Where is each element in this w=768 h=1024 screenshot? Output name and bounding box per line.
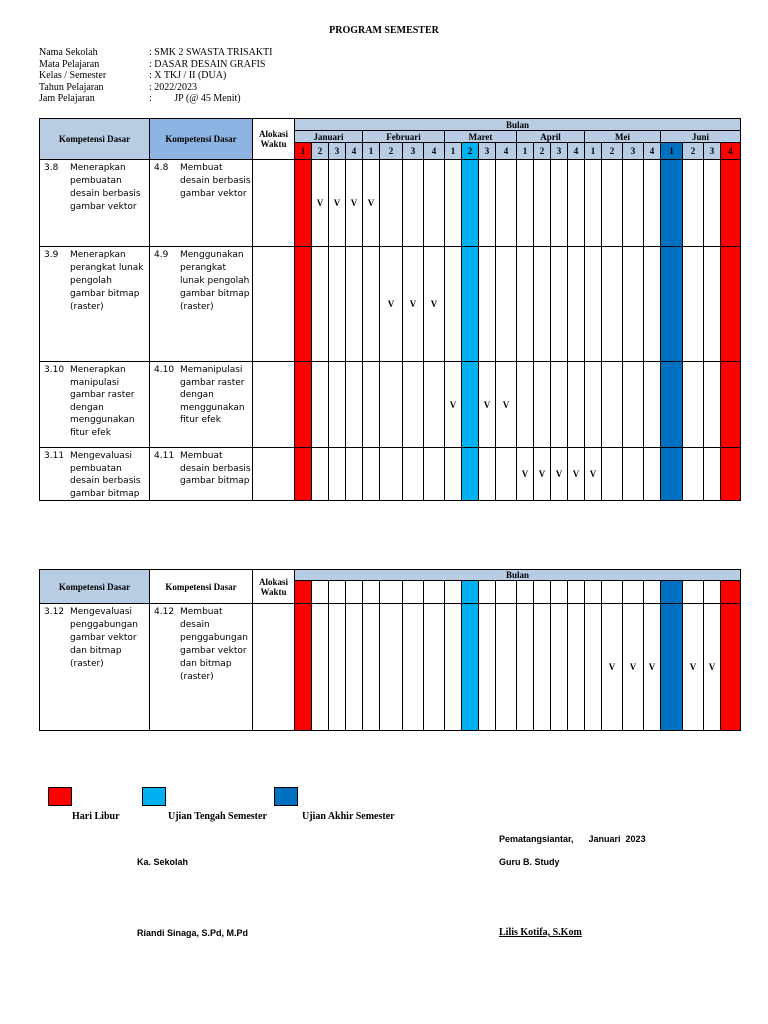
place-date: Pematangsiantar, Januari 2023 bbox=[499, 834, 646, 844]
week-header: 2 bbox=[683, 143, 704, 160]
header-bulan: Bulan bbox=[295, 119, 741, 131]
week-cell bbox=[346, 604, 363, 731]
week-cell bbox=[295, 362, 312, 448]
week-cell bbox=[346, 247, 363, 362]
week-header: 2 bbox=[312, 143, 329, 160]
legend-midterm-swatch bbox=[142, 787, 166, 806]
week-cell: V bbox=[683, 604, 704, 731]
week-cell bbox=[445, 160, 462, 247]
week-header-blank bbox=[363, 581, 380, 604]
week-cell bbox=[380, 448, 403, 501]
week-cell: V bbox=[704, 604, 721, 731]
week-cell bbox=[683, 448, 704, 501]
week-cell bbox=[721, 160, 741, 247]
week-cell: V bbox=[312, 160, 329, 247]
kd3-cell bbox=[40, 160, 150, 247]
kd3-cell-number: 3.11 bbox=[44, 451, 65, 461]
kd3-cell-number: 3.10 bbox=[44, 365, 65, 375]
kd4-cell-number: 4.12 bbox=[154, 607, 175, 617]
info-key: Kelas / Semester bbox=[39, 70, 107, 81]
week-cell bbox=[568, 247, 585, 362]
week-cell bbox=[329, 448, 346, 501]
week-cell bbox=[661, 247, 683, 362]
week-cell bbox=[551, 160, 568, 247]
info-row bbox=[39, 70, 272, 82]
week-header-blank bbox=[585, 581, 602, 604]
week-cell bbox=[517, 604, 534, 731]
week-header: 4 bbox=[346, 143, 363, 160]
week-cell bbox=[534, 362, 551, 448]
teacher-name: Lilis Kotifa, S.Kom bbox=[499, 927, 582, 938]
week-cell bbox=[496, 448, 517, 501]
week-cell bbox=[585, 362, 602, 448]
week-header: 1 bbox=[445, 143, 462, 160]
week-cell bbox=[568, 604, 585, 731]
week-header: 2 bbox=[380, 143, 403, 160]
month-header: Januari bbox=[295, 131, 363, 143]
week-cell bbox=[534, 247, 551, 362]
week-cell bbox=[295, 247, 312, 362]
week-header-blank bbox=[403, 581, 424, 604]
week-cell bbox=[312, 448, 329, 501]
week-cell bbox=[424, 448, 445, 501]
week-header: 1 bbox=[661, 143, 683, 160]
header-kd3: Kompetensi Dasar bbox=[40, 119, 150, 160]
week-cell bbox=[424, 604, 445, 731]
week-header-blank bbox=[424, 581, 445, 604]
month-header: April bbox=[517, 131, 585, 143]
week-header-blank bbox=[346, 581, 363, 604]
info-value: : JP (@ 45 Menit) bbox=[149, 93, 241, 104]
week-header-blank bbox=[380, 581, 403, 604]
header-kd4: Kompetensi Dasar bbox=[150, 570, 253, 604]
week-header: 1 bbox=[363, 143, 380, 160]
kd4-cell bbox=[150, 604, 253, 731]
week-header-blank bbox=[551, 581, 568, 604]
week-header: 3 bbox=[551, 143, 568, 160]
header-alokasi: Alokasi Waktu bbox=[253, 119, 295, 160]
week-cell bbox=[721, 362, 741, 448]
week-header: 2 bbox=[534, 143, 551, 160]
week-header-blank bbox=[496, 581, 517, 604]
week-cell bbox=[551, 362, 568, 448]
month-header: Juni bbox=[661, 131, 741, 143]
week-cell bbox=[551, 247, 568, 362]
legend-final-swatch bbox=[274, 787, 298, 806]
week-cell bbox=[479, 448, 496, 501]
week-cell bbox=[704, 247, 721, 362]
week-cell: V bbox=[496, 362, 517, 448]
alokasi-cell bbox=[253, 448, 295, 501]
week-cell bbox=[661, 604, 683, 731]
week-cell bbox=[462, 604, 479, 731]
week-cell: V bbox=[479, 362, 496, 448]
info-key: Tahun Pelajaran bbox=[39, 81, 104, 93]
week-cell: V bbox=[623, 604, 644, 731]
week-header: 2 bbox=[462, 143, 479, 160]
kd4-cell-text: Memanipulasi gambar raster dengan menggunakan fitur efek bbox=[180, 365, 245, 425]
week-header: 3 bbox=[403, 143, 424, 160]
info-value: : 2022/2023 bbox=[149, 81, 198, 93]
week-cell bbox=[585, 160, 602, 247]
month-header: Februari bbox=[363, 131, 445, 143]
week-cell bbox=[295, 448, 312, 501]
week-cell bbox=[329, 362, 346, 448]
week-header-blank bbox=[312, 581, 329, 604]
kd3-cell-number: 3.9 bbox=[44, 250, 59, 260]
week-cell bbox=[445, 604, 462, 731]
week-cell: V bbox=[363, 160, 380, 247]
legend-holiday-label: Hari Libur bbox=[72, 811, 120, 822]
week-cell bbox=[585, 604, 602, 731]
kd4-cell-text: Menggunakan perangkat lunak pengolah gambar bitmap (raster) bbox=[180, 250, 250, 312]
week-header: 4 bbox=[721, 143, 741, 160]
week-cell bbox=[496, 604, 517, 731]
week-cell bbox=[295, 160, 312, 247]
week-cell bbox=[721, 604, 741, 731]
week-cell bbox=[380, 362, 403, 448]
kd4-cell-number: 4.11 bbox=[154, 451, 175, 461]
table-row bbox=[40, 362, 741, 448]
week-cell bbox=[683, 362, 704, 448]
week-header-blank bbox=[602, 581, 623, 604]
week-cell bbox=[568, 362, 585, 448]
alokasi-cell bbox=[253, 604, 295, 731]
week-cell bbox=[517, 160, 534, 247]
kd4-cell-text: Membuat desain berbasis gambar vektor bbox=[180, 163, 251, 199]
week-cell bbox=[363, 247, 380, 362]
week-cell bbox=[534, 604, 551, 731]
kd3-cell-text: Menerapkan manipulasi gambar raster dengan menggunakan fitur efek bbox=[70, 365, 135, 438]
table-row bbox=[40, 448, 741, 501]
week-cell bbox=[363, 448, 380, 501]
table-row bbox=[40, 160, 741, 247]
week-cell: V bbox=[551, 448, 568, 501]
week-cell bbox=[704, 448, 721, 501]
week-cell bbox=[380, 604, 403, 731]
week-cell bbox=[295, 604, 312, 731]
kd3-cell-text: Menerapkan pembuatan desain berbasis gambar vektor bbox=[70, 163, 141, 212]
week-cell bbox=[462, 247, 479, 362]
week-cell bbox=[479, 160, 496, 247]
week-cell bbox=[462, 362, 479, 448]
info-key: Jam Pelajaran bbox=[39, 93, 95, 104]
week-header: 3 bbox=[329, 143, 346, 160]
week-cell bbox=[312, 362, 329, 448]
month-header: Mei bbox=[585, 131, 661, 143]
week-cell bbox=[661, 160, 683, 247]
week-cell bbox=[403, 448, 424, 501]
alokasi-cell bbox=[253, 247, 295, 362]
week-header-blank bbox=[661, 581, 683, 604]
week-cell bbox=[704, 160, 721, 247]
week-cell bbox=[623, 160, 644, 247]
info-row bbox=[39, 82, 272, 94]
semester-table-2 bbox=[39, 569, 741, 731]
week-cell bbox=[721, 247, 741, 362]
principal-name: Riandi Sinaga, S.Pd, M.Pd bbox=[137, 928, 249, 938]
document-title: PROGRAM SEMESTER bbox=[329, 25, 439, 36]
week-cell bbox=[329, 247, 346, 362]
week-header-blank bbox=[462, 581, 479, 604]
week-cell: V bbox=[380, 247, 403, 362]
week-cell bbox=[479, 604, 496, 731]
info-row bbox=[39, 47, 272, 59]
legend-midterm-label: Ujian Tengah Semester bbox=[168, 811, 267, 822]
week-cell bbox=[380, 160, 403, 247]
week-cell bbox=[363, 362, 380, 448]
week-cell bbox=[644, 160, 661, 247]
week-cell bbox=[312, 604, 329, 731]
week-cell: V bbox=[517, 448, 534, 501]
week-cell bbox=[496, 247, 517, 362]
kd3-cell-text: Menerapkan perangkat lunak pengolah gambar bitmap (raster) bbox=[70, 250, 144, 312]
week-header-blank bbox=[704, 581, 721, 604]
kd4-cell-text: Membuat desain berbasis gambar bitmap bbox=[180, 451, 251, 486]
kd4-cell bbox=[150, 160, 253, 247]
week-cell bbox=[551, 604, 568, 731]
week-cell bbox=[644, 247, 661, 362]
week-cell bbox=[462, 448, 479, 501]
week-cell: V bbox=[644, 604, 661, 731]
info-value: : X TKJ / II (DUA) bbox=[149, 70, 227, 81]
week-cell bbox=[602, 448, 623, 501]
kd3-cell bbox=[40, 448, 150, 501]
week-header-blank bbox=[623, 581, 644, 604]
week-cell bbox=[346, 362, 363, 448]
header-kd3: Kompetensi Dasar bbox=[40, 570, 150, 604]
week-cell bbox=[623, 247, 644, 362]
info-key: Mata Pelajaran bbox=[39, 58, 100, 70]
week-header-blank bbox=[445, 581, 462, 604]
week-header: 4 bbox=[496, 143, 517, 160]
info-row bbox=[39, 93, 272, 105]
table-row bbox=[40, 247, 741, 362]
header-bulan: Bulan bbox=[295, 570, 741, 581]
info-value: : DASAR DESAIN GRAFIS bbox=[149, 58, 266, 70]
week-cell: V bbox=[602, 604, 623, 731]
week-header: 4 bbox=[424, 143, 445, 160]
week-cell: V bbox=[329, 160, 346, 247]
week-cell bbox=[602, 362, 623, 448]
week-header: 1 bbox=[585, 143, 602, 160]
week-cell bbox=[602, 160, 623, 247]
week-cell bbox=[683, 247, 704, 362]
week-cell bbox=[329, 604, 346, 731]
week-cell bbox=[704, 362, 721, 448]
semester-table-1 bbox=[39, 118, 741, 501]
week-cell bbox=[403, 362, 424, 448]
kd3-cell-number: 3.8 bbox=[44, 163, 59, 173]
week-header-blank bbox=[534, 581, 551, 604]
week-cell bbox=[462, 160, 479, 247]
week-cell bbox=[445, 448, 462, 501]
week-cell bbox=[517, 247, 534, 362]
week-cell: V bbox=[585, 448, 602, 501]
week-header-blank bbox=[329, 581, 346, 604]
week-header: 3 bbox=[479, 143, 496, 160]
legend-holiday-swatch bbox=[48, 787, 72, 806]
week-cell bbox=[517, 362, 534, 448]
week-cell bbox=[445, 247, 462, 362]
info-key: Nama Sekolah bbox=[39, 47, 98, 58]
week-cell: V bbox=[445, 362, 462, 448]
week-header: 4 bbox=[568, 143, 585, 160]
week-cell bbox=[312, 247, 329, 362]
week-cell bbox=[602, 247, 623, 362]
week-cell bbox=[403, 604, 424, 731]
kd3-cell-number: 3.12 bbox=[44, 607, 65, 617]
legend-final-label: Ujian Akhir Semester bbox=[302, 811, 395, 822]
kd4-cell-text: Membuat desain penggabungan gambar vektor dan bitmap (raster) bbox=[180, 607, 248, 682]
week-header: 4 bbox=[644, 143, 661, 160]
week-cell: V bbox=[534, 448, 551, 501]
week-cell bbox=[403, 160, 424, 247]
kd3-cell bbox=[40, 247, 150, 362]
week-cell bbox=[623, 448, 644, 501]
kd4-cell bbox=[150, 362, 253, 448]
week-cell: V bbox=[346, 160, 363, 247]
week-cell bbox=[479, 247, 496, 362]
week-header-blank bbox=[295, 581, 312, 604]
info-value: : SMK 2 SWASTA TRISAKTI bbox=[149, 47, 273, 58]
week-cell: V bbox=[424, 247, 445, 362]
kd4-cell bbox=[150, 448, 253, 501]
week-cell bbox=[585, 247, 602, 362]
header-alokasi: Alokasi Waktu bbox=[253, 570, 295, 604]
week-cell bbox=[346, 448, 363, 501]
week-header: 2 bbox=[602, 143, 623, 160]
week-cell bbox=[644, 362, 661, 448]
table-row bbox=[40, 604, 741, 731]
week-cell bbox=[363, 604, 380, 731]
week-cell bbox=[424, 160, 445, 247]
kd3-cell bbox=[40, 604, 150, 731]
week-header-blank bbox=[683, 581, 704, 604]
kd3-cell bbox=[40, 362, 150, 448]
week-header-blank bbox=[568, 581, 585, 604]
week-header: 1 bbox=[295, 143, 312, 160]
week-header-blank bbox=[479, 581, 496, 604]
week-cell bbox=[424, 362, 445, 448]
week-cell bbox=[721, 448, 741, 501]
alokasi-cell bbox=[253, 160, 295, 247]
week-cell bbox=[644, 448, 661, 501]
kd4-cell-number: 4.10 bbox=[154, 365, 175, 375]
week-cell bbox=[661, 448, 683, 501]
week-cell bbox=[661, 362, 683, 448]
principal-role: Ka. Sekolah bbox=[137, 857, 189, 867]
week-header-blank bbox=[644, 581, 661, 604]
week-header: 1 bbox=[517, 143, 534, 160]
week-cell: V bbox=[568, 448, 585, 501]
header-kd4: Kompetensi Dasar bbox=[150, 119, 253, 160]
kd4-cell-number: 4.8 bbox=[154, 163, 169, 173]
week-cell bbox=[683, 160, 704, 247]
week-cell: V bbox=[403, 247, 424, 362]
info-row bbox=[39, 59, 272, 71]
week-header: 3 bbox=[623, 143, 644, 160]
week-header-blank bbox=[721, 581, 741, 604]
week-cell bbox=[623, 362, 644, 448]
week-cell bbox=[496, 160, 517, 247]
kd4-cell-number: 4.9 bbox=[154, 250, 169, 260]
week-cell bbox=[568, 160, 585, 247]
kd3-cell-text: Mengevaluasi penggabungan gambar vektor dan bitmap (raster) bbox=[70, 607, 138, 669]
week-header-blank bbox=[517, 581, 534, 604]
kd3-cell-text: Mengevaluasi pembuatan desain berbasis gambar bitmap bbox=[70, 451, 141, 499]
week-cell bbox=[534, 160, 551, 247]
kd4-cell bbox=[150, 247, 253, 362]
week-header: 3 bbox=[704, 143, 721, 160]
alokasi-cell bbox=[253, 362, 295, 448]
month-header: Maret bbox=[445, 131, 517, 143]
school-info bbox=[39, 47, 272, 105]
teacher-role: Guru B. Study bbox=[499, 857, 560, 867]
